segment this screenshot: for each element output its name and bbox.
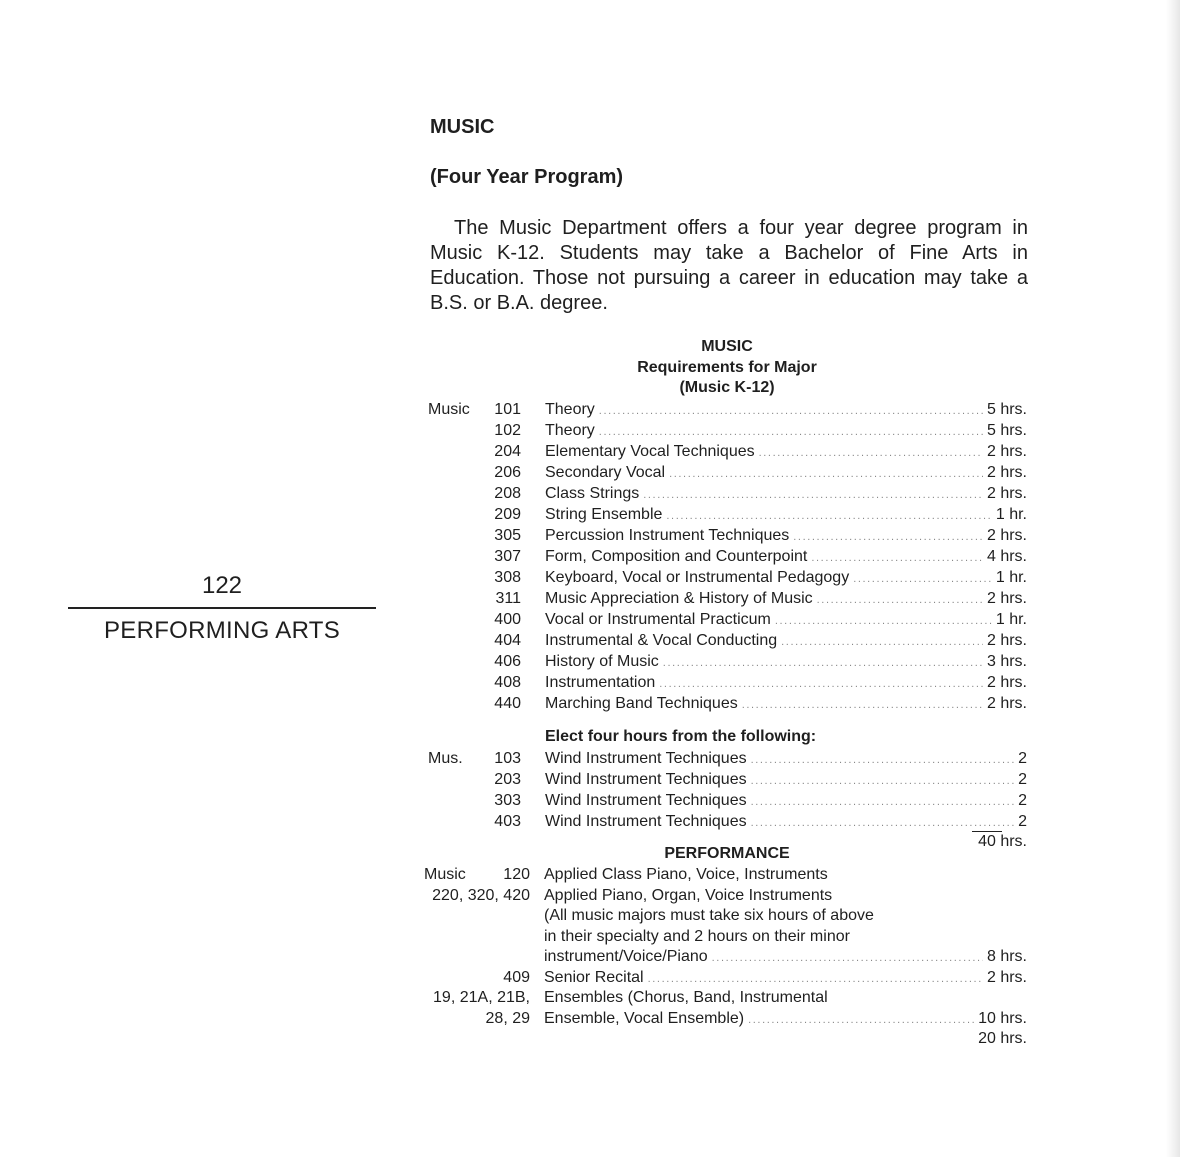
- course-hours: 2: [1018, 750, 1027, 767]
- course-name: Elementary Vocal Techniques: [545, 443, 755, 460]
- table-row: 19, 21A, 21B, Ensembles (Chorus, Band, Instrumental: [433, 989, 828, 1006]
- table-subtitle: Requirements for Major: [637, 359, 817, 376]
- table-row: [0, 420, 1180, 441]
- course-hours: 2: [1018, 771, 1027, 788]
- course-hours: 2 hrs.: [986, 695, 1027, 712]
- table-row: [0, 905, 1180, 926]
- course-number: 406: [494, 653, 521, 670]
- dot-leader: [775, 611, 992, 632]
- course-name: Form, Composition and Counterpoint: [545, 548, 808, 565]
- table-row: [0, 609, 1180, 630]
- course-hours: 2 hrs.: [986, 632, 1027, 649]
- course-number: 404: [494, 632, 521, 649]
- dot-leader: [669, 464, 983, 485]
- table-row: [0, 441, 1180, 462]
- course-name: Theory: [545, 401, 595, 418]
- dot-leader: [751, 771, 1015, 792]
- course-name: Music Appreciation & History of Music: [545, 590, 813, 607]
- course-name: instrument/Voice/Piano: [544, 948, 708, 965]
- course-name: Applied Piano, Organ, Voice Instruments: [544, 886, 833, 904]
- table-row: [0, 546, 1180, 567]
- dot-leader: [759, 443, 983, 464]
- course-name: Percussion Instrument Techniques: [545, 527, 790, 544]
- course-name: Keyboard, Vocal or Instrumental Pedagogy: [545, 569, 850, 586]
- course-number: 308: [494, 569, 521, 586]
- course-name: Instrumentation: [545, 674, 656, 691]
- course-name: Wind Instrument Techniques: [545, 771, 747, 788]
- page-title: MUSIC: [430, 116, 495, 138]
- performance-title: PERFORMANCE: [664, 845, 790, 862]
- course-number: 101: [494, 401, 521, 418]
- course-number: 103: [494, 750, 521, 767]
- table-row: 220, 320, 420 Applied Piano, Organ, Voice Instruments: [432, 886, 833, 904]
- table-row: [0, 693, 1180, 714]
- course-hours: 1 hr.: [995, 506, 1027, 523]
- elective-title: Elect four hours from the following:: [545, 728, 817, 745]
- page-subtitle: (Four Year Program): [430, 166, 624, 188]
- required-total: 40 hrs.: [978, 833, 1027, 850]
- course-hours: 4 hrs.: [986, 548, 1027, 565]
- dot-leader: [643, 485, 983, 506]
- course-name: Ensemble, Vocal Ensemble): [544, 1009, 745, 1027]
- course-name: Vocal or Instrumental Practicum: [545, 611, 771, 628]
- course-name: Senior Recital: [544, 968, 644, 986]
- course-hours: 5 hrs.: [986, 422, 1027, 439]
- dot-leader: [817, 590, 983, 611]
- course-hours: 2 hrs.: [986, 674, 1027, 691]
- course-number: 403: [494, 813, 521, 830]
- dot-leader: [663, 653, 983, 674]
- dot-leader: [742, 695, 983, 716]
- dot-leader: [659, 674, 983, 695]
- course-number: 408: [494, 674, 521, 691]
- course-hours: 2: [1018, 792, 1027, 809]
- course-hours: 2 hrs.: [986, 464, 1027, 481]
- course-name: String Ensemble: [545, 506, 663, 523]
- table-row: [0, 651, 1180, 672]
- section-name: PERFORMING ARTS: [103, 617, 341, 644]
- course-number: 303: [494, 792, 521, 809]
- dot-leader: [599, 422, 983, 443]
- course-prefix: Mus.: [428, 750, 463, 767]
- course-name: Wind Instrument Techniques: [545, 813, 747, 830]
- course-name: in their specialty and 2 hours on their minor: [544, 927, 850, 945]
- course-number: 400: [494, 611, 521, 628]
- course-number: 305: [494, 527, 521, 544]
- course-hours: 1 hr.: [995, 569, 1027, 586]
- table-row: 28, 29 Ensemble, Vocal Ensemble) ..... 10 hrs.: [0, 1008, 1180, 1029]
- course-number: 440: [494, 695, 521, 712]
- table-subtitle-program: (Music K-12): [679, 379, 775, 396]
- course-name: Wind Instrument Techniques: [545, 750, 747, 767]
- course-name: (All music majors must take six hours of above: [544, 907, 874, 924]
- course-name: Theory: [545, 422, 595, 439]
- intro-paragraph: The Music Department offers a four year degree program in Music K-12. Students may take a Bachelor of Fine Arts in Education. Those not pursuing a career in education may take a B.S. or B.A. degree.: [430, 217, 1028, 314]
- table-row: [0, 811, 1180, 832]
- course-number: 311: [495, 590, 521, 607]
- table-row: [0, 748, 1180, 769]
- dot-leader: [793, 527, 983, 548]
- dot-leader: [811, 548, 983, 569]
- course-number: 307: [494, 548, 521, 565]
- dot-leader: [666, 506, 991, 527]
- table-row: [0, 769, 1180, 790]
- table-row: [0, 525, 1180, 546]
- course-hours: 10 hrs.: [978, 1009, 1027, 1027]
- course-hours: 3 hrs.: [986, 653, 1027, 670]
- dot-leader: [781, 632, 983, 653]
- dot-leader: [751, 750, 1015, 771]
- table-row: [0, 462, 1180, 483]
- course-number: 208: [494, 485, 521, 502]
- course-number: 102: [494, 422, 521, 439]
- course-number: 206: [494, 464, 521, 481]
- table-row: 409 Senior Recital ..... 2 hrs.: [0, 967, 1180, 988]
- course-hours: 2 hrs.: [986, 968, 1027, 986]
- table-row: [0, 567, 1180, 588]
- course-hours: 1 hr.: [995, 611, 1027, 628]
- course-number: 209: [494, 506, 521, 523]
- course-hours: 2 hrs.: [986, 485, 1027, 502]
- table-row: [0, 630, 1180, 651]
- table-row: [0, 483, 1180, 504]
- course-number: 204: [494, 443, 521, 460]
- course-hours: 2 hrs.: [986, 590, 1027, 607]
- course-name: Instrumental & Vocal Conducting: [545, 632, 778, 649]
- course-name: Secondary Vocal: [545, 464, 666, 481]
- course-hours: 2 hrs.: [986, 527, 1027, 544]
- course-name: Wind Instrument Techniques: [545, 792, 747, 809]
- course-hours: 2 hrs.: [986, 443, 1027, 460]
- course-hours: 5 hrs.: [986, 401, 1027, 418]
- course-name: History of Music: [545, 653, 659, 670]
- table-row: [0, 672, 1180, 693]
- course-hours: 2: [1018, 813, 1027, 830]
- course-name: Class Strings: [545, 485, 640, 502]
- performance-total: 20 hrs.: [978, 1030, 1027, 1047]
- dot-leader: [599, 401, 983, 422]
- course-hours: 8 hrs.: [986, 948, 1027, 965]
- course-name: Applied Class Piano, Voice, Instruments: [544, 866, 828, 883]
- page-number: 122: [201, 572, 243, 599]
- table-row: [0, 926, 1180, 947]
- table-row: Music 120 Applied Class Piano, Voice, Instruments: [424, 866, 828, 883]
- table-row: [0, 790, 1180, 811]
- course-name: Marching Band Techniques: [545, 695, 738, 712]
- table-row: [0, 946, 1180, 967]
- table-row: [0, 504, 1180, 525]
- course-number: 203: [494, 771, 521, 788]
- table-row: [0, 399, 1180, 420]
- course-name: Ensembles (Chorus, Band, Instrumental: [544, 989, 828, 1006]
- course-prefix: Music: [428, 401, 470, 418]
- table-row: [0, 588, 1180, 609]
- dot-leader: [853, 569, 992, 590]
- dot-leader: [751, 792, 1015, 813]
- table-title: MUSIC: [701, 338, 753, 355]
